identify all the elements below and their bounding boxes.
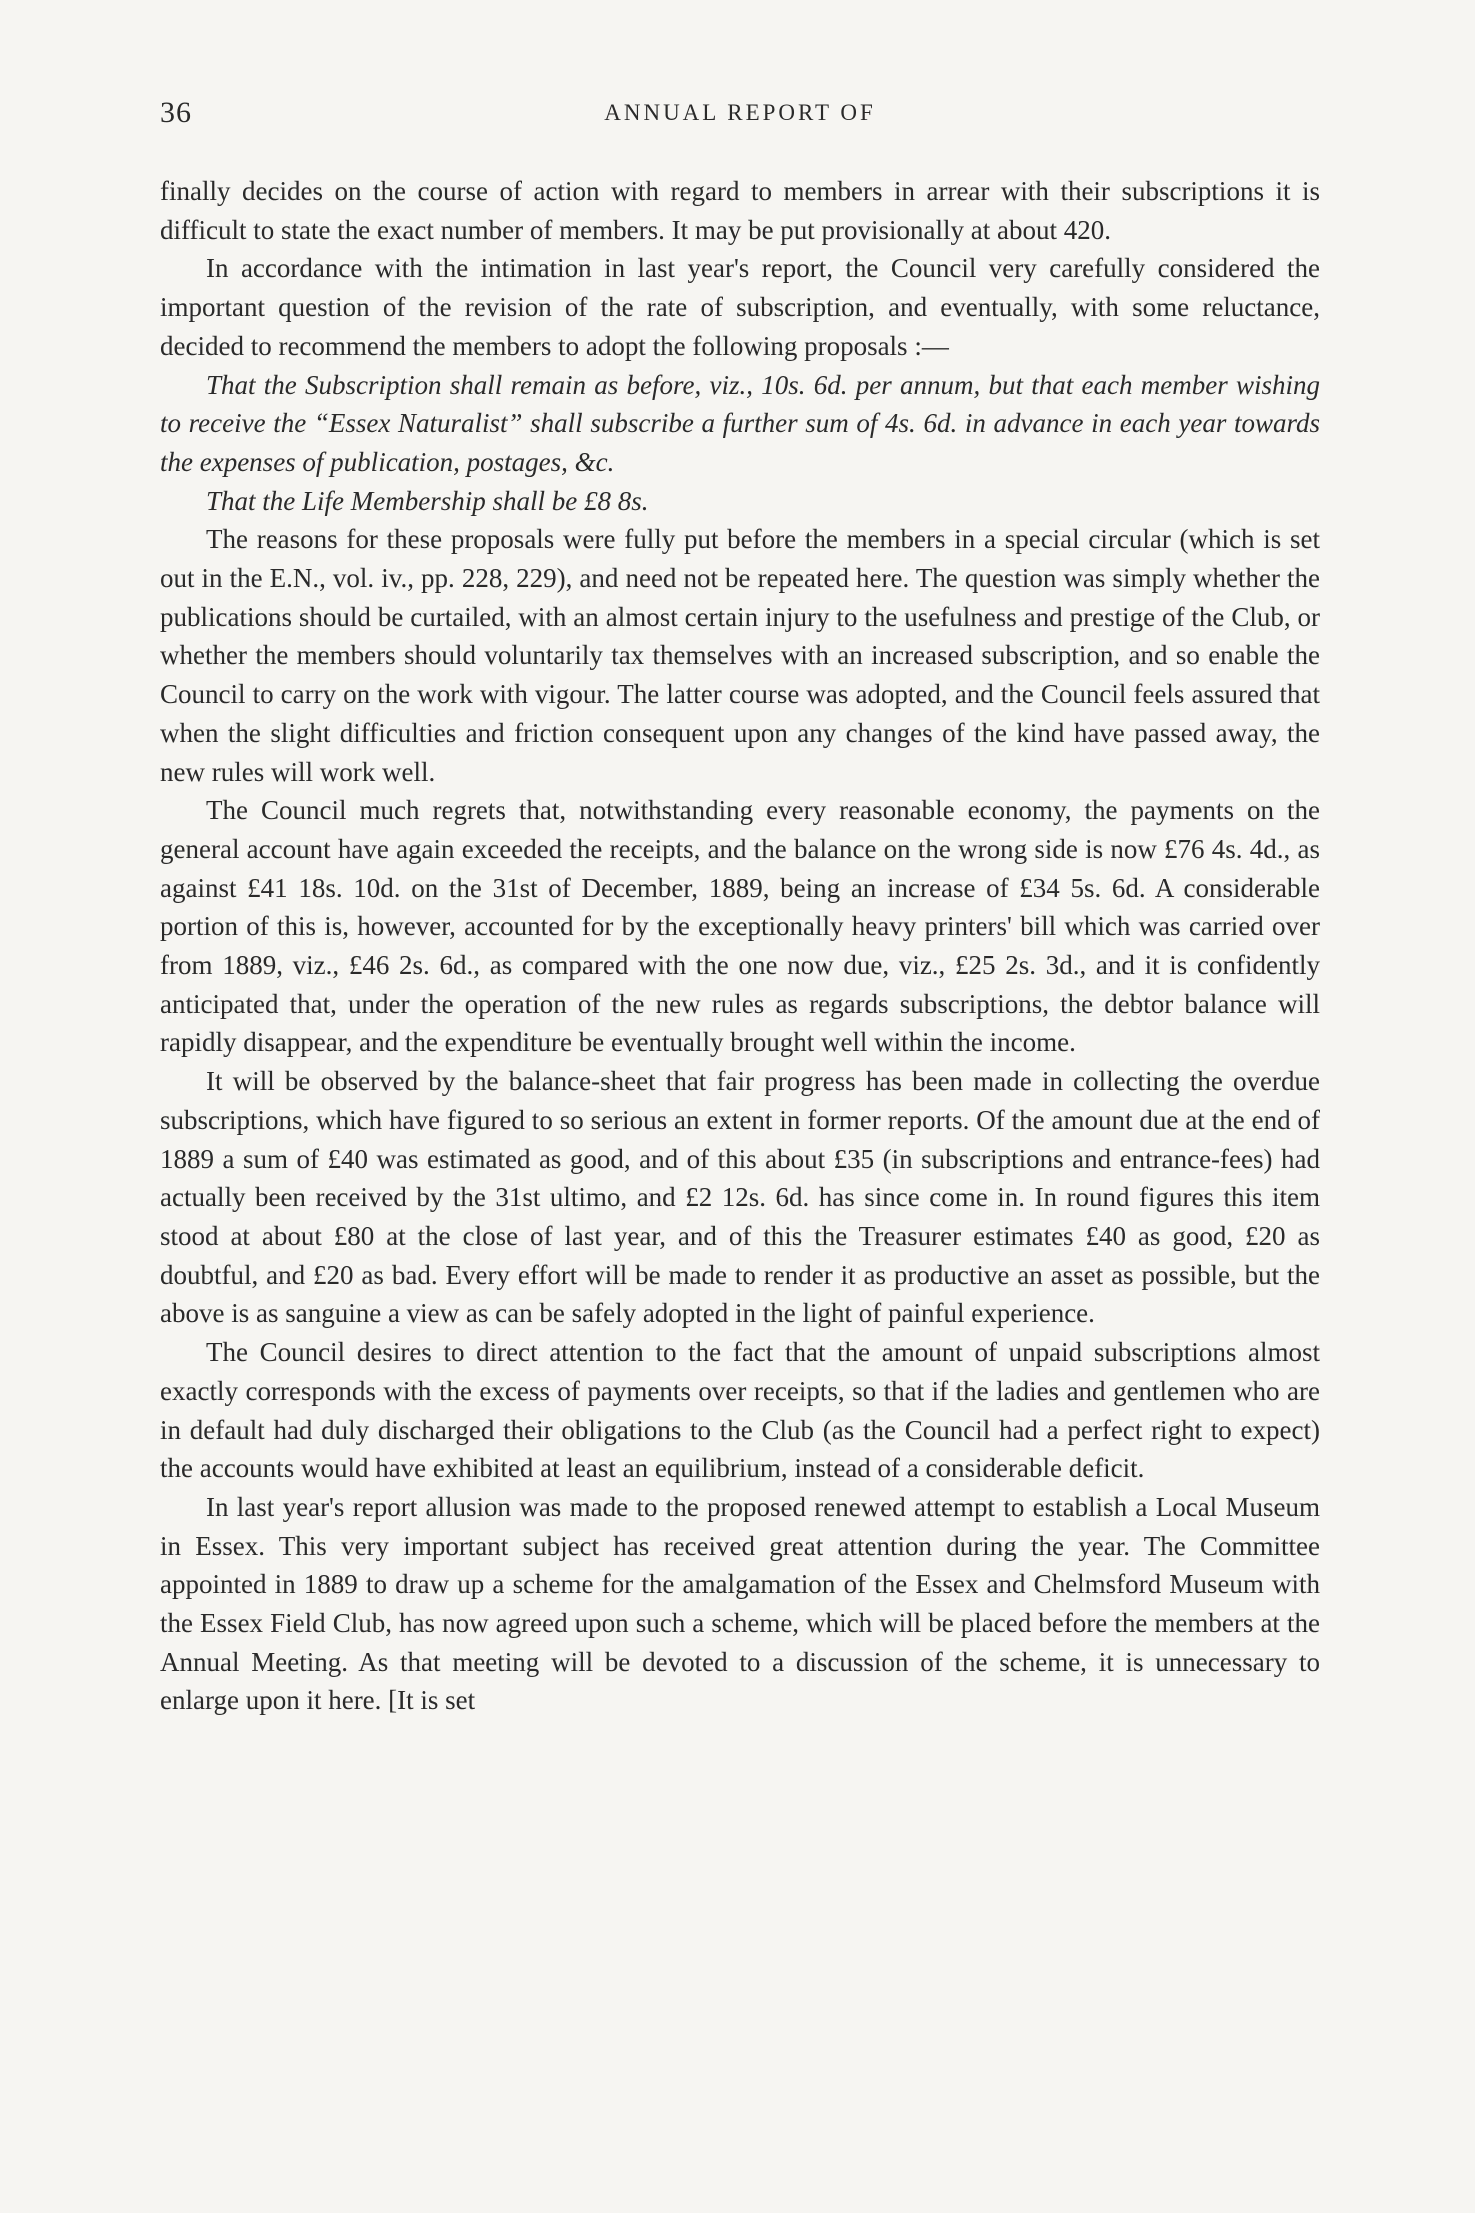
paragraph-accounts-balance: The Council much regrets that, notwithstanding every reasonable economy, the payments on the general account have again exceeded the receipts, and the balance on the wrong side is now £76 4s. 4d., as against £41 18s. 10d. on the 31st of December, 1889, being an increase of £34 5s. 6d. A considerable portion of this is, however, accounted for by the exceptionally heavy printers' bill which was carried over from 1889, viz., £46 2s. 6d., as compared with the one now due, viz., £25 2s. 3d., and it is confidently anticipated that, under the operation of the new rules as regards subscriptions, the debtor balance will rapidly disappear, and the expenditure be eventually brought well within the income. xyxy=(160,795,1320,1058)
proposal-life-membership: That the Life Membership shall be £8 8s. xyxy=(206,485,649,516)
paragraph-subscription-revision: In accordance with the intimation in last year's report, the Council very carefully considered the important question of the revision of the rate of subscription, and eventually, with some reluctance, decided to recommend the members to adopt the following proposals :— xyxy=(160,253,1320,361)
page-header xyxy=(160,96,1320,136)
running-head: ANNUAL REPORT OF xyxy=(604,100,876,125)
page-number: 36 xyxy=(160,96,192,129)
paragraph-unpaid-subscriptions: The Council desires to direct attention to the fact that the amount of unpaid subscriptions almost exactly corresponds with the excess of payments over receipts, so that if the ladies and gentlemen who are in default had duly discharged their obligations to the Club (as the Council had a perfect right to expect) the accounts would have exhibited at least an equilibrium, instead of a considerable deficit. xyxy=(160,1337,1320,1484)
paragraph-overdue-subscriptions: It will be observed by the balance-sheet that fair progress has been made in collecting the overdue subscriptions, which have figured to so serious an extent in former reports. Of the amount due at the end of 1889 a sum of £40 was estimated as good, and of this about £35 (in subscriptions and entrance-fees) had actually been received by the 31st ultimo, and £2 12s. 6d. has since come in. In round figures this item stood at about £80 at the close of last year, and of this the Treasurer estimates £40 as good, £20 as doubtful, and £20 as bad. Every effort will be made to render it as productive an asset as possible, but the above is as sanguine a view as can be safely adopted in the light of painful experience. xyxy=(160,1066,1320,1329)
body-text xyxy=(160,172,1320,1720)
paragraph-membership-count: finally decides on the course of action with regard to members in arrear with their subscriptions it is difficult to state the exact number of members. It may be put provisionally at about 420. xyxy=(160,176,1320,245)
proposal-subscription: That the Subscription shall remain as before, viz., 10s. 6d. per annum, but that each member wishing to receive the “Essex Naturalist” shall subscribe a further sum of 4s. 6d. in advance in each year towards the expenses of publication, postages, &c. xyxy=(160,369,1320,477)
paragraph-reasons: The reasons for these proposals were fully put before the members in a special circular (which is set out in the E.N., vol. iv., pp. 228, 229), and need not be repeated here. The question was simply whether the publications should be curtailed, with an almost certain injury to the usefulness and prestige of the Club, or whether the members should voluntarily tax themselves with an increased subscription, and so enable the Council to carry on the work with vigour. The latter course was adopted, and the Council feels assured that when the slight difficulties and friction consequent upon any changes of the kind have passed away, the new rules will work well. xyxy=(160,524,1320,787)
paragraph-local-museum: In last year's report allusion was made to the proposed renewed attempt to establish a Local Museum in Essex. This very important subject has received great attention during the year. The Committee appointed in 1889 to draw up a scheme for the amalgamation of the Essex and Chelmsford Museum with the Essex Field Club, has now agreed upon such a scheme, which will be placed before the members at the Annual Meeting. As that meeting will be devoted to a discussion of the scheme, it is unnecessary to enlarge upon it here. [It is set xyxy=(160,1491,1320,1716)
